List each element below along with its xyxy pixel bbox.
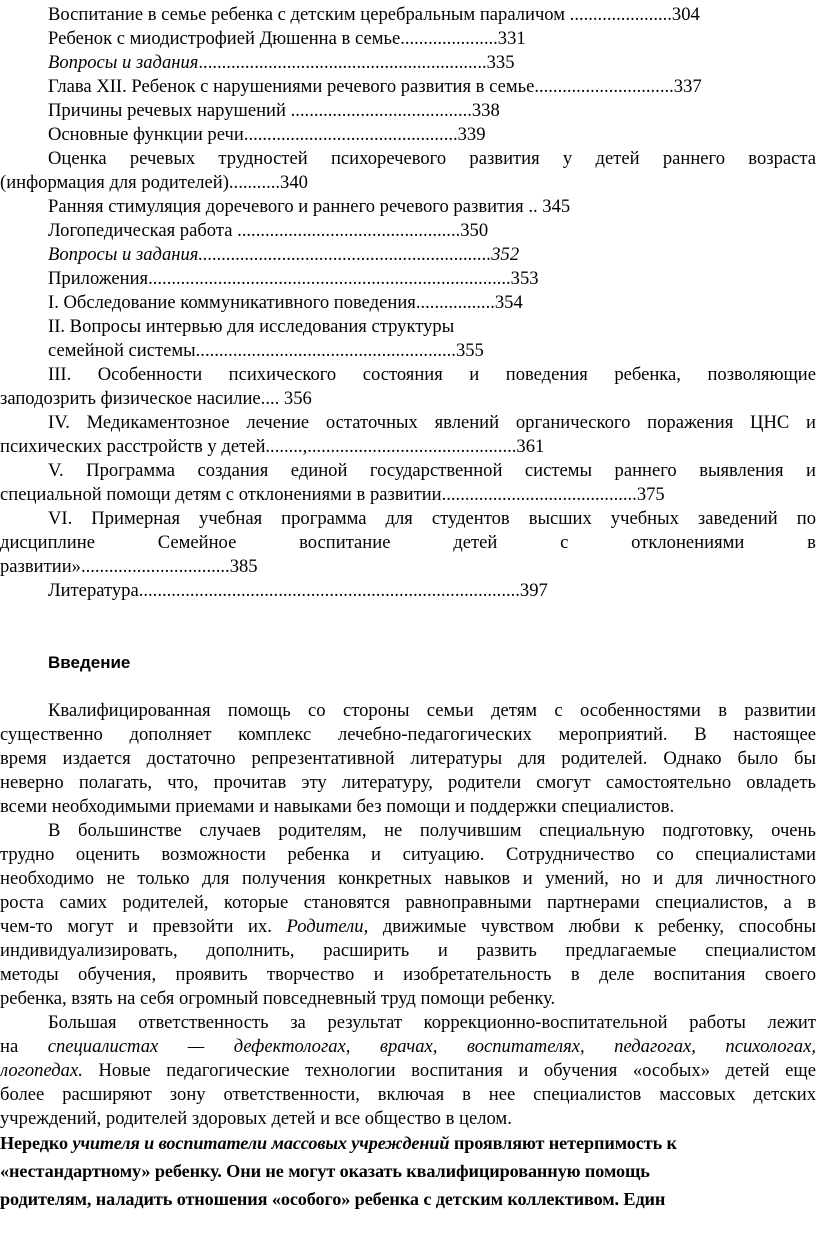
paragraph-line	[0, 1035, 816, 1059]
toc-entry: VI. Примерная учебная программа для студентов высших учебных заведений по	[48, 508, 816, 529]
toc-entry: Литература..................................................................................397	[48, 580, 548, 601]
toc-entry: Логопедическая работа ................................................350	[48, 220, 489, 241]
toc-word: с	[560, 532, 569, 553]
paragraph-line: роста самих родителей, которые становятся равноправными партнерами специалистов, а в	[0, 892, 816, 913]
toc-entry-italic: Вопросы и задания	[48, 52, 199, 73]
section-heading: Введение	[48, 653, 131, 672]
text-run-italic: учителя и воспитатели массовых учреждений	[72, 1133, 450, 1153]
paragraph-line: всеми необходимыми приемами и навыками без помощи и поддержки специалистов.	[0, 796, 675, 817]
paragraph-line: методы обучения, проявить творчество и изобретательность в деле воспитания своего	[0, 964, 816, 985]
toc-entry: Воспитание в семье ребенка с детским церебральным параличом ......................304	[48, 4, 700, 25]
toc-entry: Вопросы и задания...............................................................352	[48, 244, 520, 265]
text-run-italic: специалистах — дефектологах, врачах, воспитателях, педагогах, психологах,	[47, 1036, 816, 1057]
toc-entry: III. Особенности психического состояния и поведения ребенка, позволяющие	[48, 364, 816, 385]
toc-entry-continued: развитии»................................385	[0, 556, 258, 577]
paragraph-line: более расширяют зону ответственности, включая в нее специалистов массовых детских	[0, 1084, 816, 1105]
paragraph-line: трудно оценить возможности ребенка и ситуацию. Сотрудничество со специалистами	[0, 844, 816, 865]
toc-word: Семейное	[157, 532, 237, 553]
toc-entry: IV. Медикаментозное лечение остаточных явлений органического поражения ЦНС и	[48, 412, 816, 433]
paragraph-line	[0, 915, 816, 939]
text-run: движимые чувством любви к ребенку, способны	[382, 916, 816, 937]
paragraph-line	[0, 1131, 677, 1155]
toc-entry-continued	[0, 531, 816, 555]
paragraph-line: учреждений, родителей здоровых детей и все общество в целом.	[0, 1108, 512, 1129]
text-run: на	[0, 1036, 19, 1057]
text-run: Новые педагогические технологии воспитания и обучения «особых» детей еще	[98, 1060, 816, 1081]
paragraph-line: Большая ответственность за результат коррекционно-воспитательной работы лежит	[48, 1012, 816, 1033]
paragraph-line: ребенка, взять на себя огромный повседневный труд помощи ребенку.	[0, 988, 556, 1009]
text-run: чем-то могут и превзойти их.	[0, 916, 272, 937]
toc-entry: Ребенок с миодистрофией Дюшенна в семье.....................331	[48, 28, 526, 49]
toc-word: воспитание	[299, 532, 391, 553]
text-run-italic: Родители,	[286, 916, 369, 937]
paragraph-line: «нестандартному» ребенку. Они не могут оказать квалифицированную помощь	[0, 1161, 650, 1181]
toc-entry-dots: ..............................................................335	[198, 52, 515, 73]
toc-entry: Основные функции речи..............................................339	[48, 124, 486, 145]
toc-word: детей	[453, 532, 498, 553]
toc-entry: Причины речевых нарушений .......................................338	[48, 100, 500, 121]
toc-entry-continued: семейной системы........................................................355	[48, 340, 484, 361]
paragraph-line: родителям, наладить отношения «особого» ребенка с детским коллективом. Един	[0, 1189, 666, 1209]
toc-entry-continued: (информация для родителей)...........340	[0, 172, 308, 193]
paragraph-line: неверно полагать, что, прочитав эту литературу, родители смогут самостоятельно овладеть	[0, 772, 816, 793]
toc-entry: Глава XII. Ребенок с нарушениями речевого развития в семье..............................337	[48, 76, 702, 97]
paragraph-line: Квалифицированная помощь со стороны семьи детям с особенностями в развитии	[48, 700, 816, 721]
text-run: Нередко	[0, 1133, 69, 1153]
text-run-italic: логопедах.	[0, 1060, 83, 1081]
toc-entry-continued: специальной помощи детям с отклонениями в развитии..........................................375	[0, 484, 665, 505]
toc-entry	[48, 51, 515, 75]
toc-entry: I. Обследование коммуникативного поведения.................354	[48, 292, 523, 313]
toc-word: дисциплине	[0, 532, 95, 553]
toc-entry: II. Вопросы интервью для исследования структуры	[48, 316, 455, 337]
toc-entry: V. Программа создания единой государственной системы раннего выявления и	[48, 460, 816, 481]
toc-word: отклонениями	[631, 532, 745, 553]
paragraph-line: В большинстве случаев родителям, не получившим специальную подготовку, очень	[48, 820, 816, 841]
text-run: проявляют нетерпимость к	[453, 1133, 677, 1153]
toc-entry: Ранняя стимуляция доречевого и раннего речевого развития .. 345	[48, 196, 571, 217]
toc-entry-continued: психических расстройств у детей........,.............................................361	[0, 436, 545, 457]
paragraph-line: необходимо не только для получения конкретных навыков и умений, но и для личностного	[0, 868, 816, 889]
paragraph-line: существенно дополняет комплекс лечебно-педагогических мероприятий. В настоящее	[0, 724, 816, 745]
toc-entry: Оценка речевых трудностей психоречевого развития у детей раннего возраста	[48, 148, 816, 169]
toc-entry: Приложения..............................................................................353	[48, 268, 539, 289]
toc-word: в	[807, 532, 816, 553]
paragraph-line	[0, 1059, 816, 1083]
paragraph-line: индивидуализировать, дополнить, расширить и развить предлагаемые специалистом	[0, 940, 816, 961]
paragraph-line: время издается достаточно репрезентативной литературы для родителей. Однако было бы	[0, 748, 816, 769]
toc-entry-continued: заподозрить физическое насилие.... 356	[0, 388, 312, 409]
